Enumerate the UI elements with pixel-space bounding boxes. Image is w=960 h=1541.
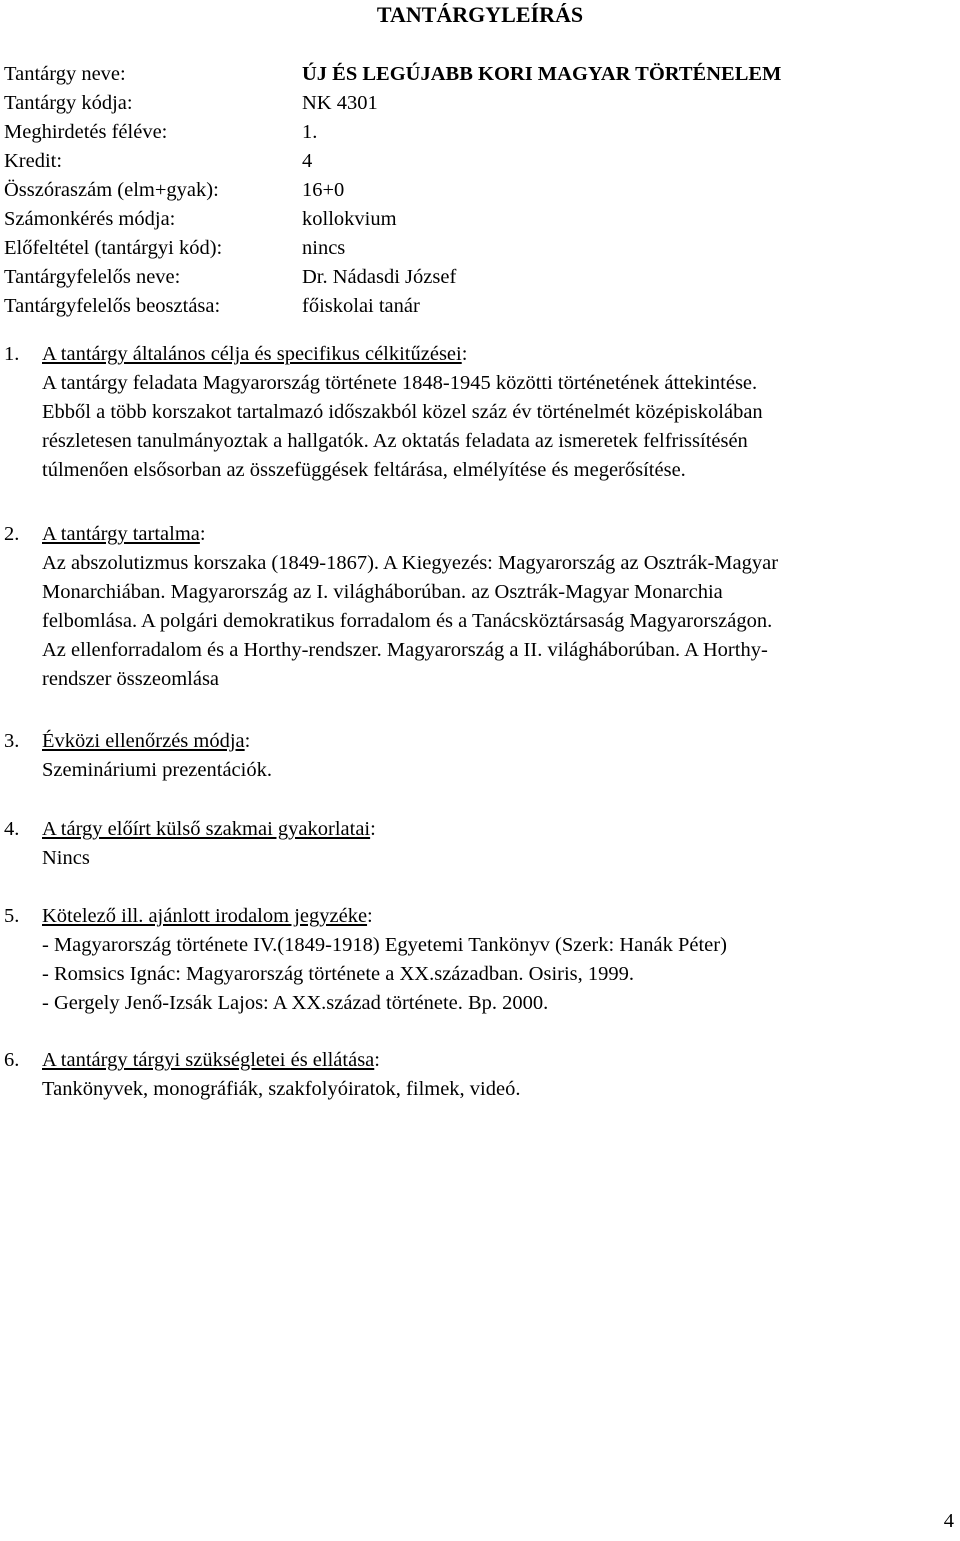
section-title: Évközi ellenőrzés módja (42, 730, 245, 752)
section-number: 6. (4, 1049, 20, 1071)
info-label: Számonkérés módja: (4, 208, 176, 230)
text-line: részletesen tanulmányoztak a hallgatók. Az oktatás feladata az ismeretek felfrissítésén (42, 430, 748, 452)
section-title: A tantárgy tárgyi szükségletei és ellátása (42, 1049, 375, 1071)
info-row-assessment (4, 205, 944, 234)
section-number: 1. (4, 343, 20, 365)
info-value: 1. (302, 121, 318, 143)
page-number: 4 (943, 1510, 954, 1532)
section-number: 2. (4, 523, 20, 545)
info-label: Tantárgyfelelős neve: (4, 266, 181, 288)
section-heading: 1. A tantárgy általános célja és specifikus célkitűzései: (4, 340, 954, 369)
section-number: 3. (4, 730, 20, 752)
info-value: Dr. Nádasdi József (302, 266, 457, 288)
info-value: főiskolai tanár (302, 295, 420, 317)
info-label: Tantárgyfelelős beosztása: (4, 295, 221, 317)
text-line: túlmenően elsősorban az összefüggések feltárása, elmélyítése és megerősítése. (42, 459, 686, 481)
info-label: Tantárgy kódja: (4, 92, 133, 114)
info-value: 16+0 (302, 179, 345, 201)
list-item: - Magyarország története IV.(1849-1918) Egyetemi Tankönyv (Szerk: Hanák Péter) (42, 934, 727, 956)
text-line: A tantárgy feladata Magyarország története 1848-1945 közötti történetének áttekintése. (42, 372, 758, 394)
info-label: Előfeltétel (tantárgyi kód): (4, 237, 223, 259)
section-body (42, 1075, 954, 1104)
text-line: Az abszolutizmus korszaka (1849-1867). A Kiegyezés: Magyarország az Osztrák-Magyar (42, 552, 779, 574)
section-title: Kötelező ill. ajánlott irodalom jegyzéke (42, 905, 368, 927)
section-body (42, 369, 954, 485)
section-literature (4, 902, 954, 1018)
section-heading: 2. A tantárgy tartalma: (4, 520, 954, 549)
info-label: Kredit: (4, 150, 63, 172)
text-line: Tankönyvek, monográfiák, szakfolyóiratok, filmek, videó. (42, 1078, 521, 1100)
section-resources (4, 1046, 954, 1104)
info-value: NK 4301 (302, 92, 378, 114)
text-line: Nincs (42, 847, 90, 869)
section-number: 4. (4, 818, 20, 840)
course-info-table (4, 60, 944, 321)
text-line: Monarchiában. Magyarország az I. világháborúban. az Osztrák-Magyar Monarchia (42, 581, 723, 603)
section-body (42, 931, 954, 1018)
info-label: Összóraszám (elm+gyak): (4, 179, 219, 201)
text-line: Szemináriumi prezentációk. (42, 759, 272, 781)
info-row-lecturer-position (4, 292, 944, 321)
text-line: Ebből a több korszakot tartalmazó időszakból közel száz év történelmét középiskolában (42, 401, 763, 423)
text-line: felbomlása. A polgári demokratikus forradalom és a Tanácsköztársaság Magyarországon. (42, 610, 773, 632)
text-line: Az ellenforradalom és a Horthy-rendszer. Magyarország a II. világháborúban. A Horthy- (42, 639, 768, 661)
text-line: rendszer összeomlása (42, 668, 220, 690)
section-course-objectives (4, 340, 954, 485)
document-title: TANTÁRGYLEÍRÁS (376, 2, 584, 27)
info-value: kollokvium (302, 208, 397, 230)
section-body (42, 549, 954, 694)
info-row-total-hours (4, 176, 944, 205)
info-label: Tantárgy neve: (4, 63, 126, 85)
section-title: A tantárgy általános célja és specifikus célkitűzései (42, 343, 462, 365)
section-number: 5. (4, 905, 20, 927)
info-row-lecturer-name (4, 263, 944, 292)
info-row-semester (4, 118, 944, 147)
section-external-practice (4, 815, 954, 873)
info-value: nincs (302, 237, 346, 259)
section-title: A tárgy előírt külső szakmai gyakorlatai (42, 818, 371, 840)
list-item: - Gergely Jenő-Izsák Lajos: A XX.század története. Bp. 2000. (42, 992, 549, 1014)
section-midterm-assessment (4, 727, 954, 785)
section-course-content (4, 520, 954, 694)
info-row-course-name (4, 60, 944, 89)
info-value: ÚJ ÉS LEGÚJABB KORI MAGYAR TÖRTÉNELEM (302, 63, 782, 85)
info-row-prerequisite (4, 234, 944, 263)
section-heading: 6. A tantárgy tárgyi szükségletei és ellátása: (4, 1046, 954, 1075)
info-row-credit (4, 147, 944, 176)
section-heading: 3. Évközi ellenőrzés módja: (4, 727, 954, 756)
section-title: A tantárgy tartalma (42, 523, 200, 545)
section-body (42, 756, 954, 785)
section-body (42, 844, 954, 873)
info-row-course-code (4, 89, 944, 118)
list-item: - Romsics Ignác: Magyarország története a XX.században. Osiris, 1999. (42, 963, 635, 985)
info-label: Meghirdetés féléve: (4, 121, 168, 143)
section-heading: 5. Kötelező ill. ajánlott irodalom jegyzéke: (4, 902, 954, 931)
info-value: 4 (302, 150, 313, 172)
section-heading: 4. A tárgy előírt külső szakmai gyakorlatai: (4, 815, 954, 844)
